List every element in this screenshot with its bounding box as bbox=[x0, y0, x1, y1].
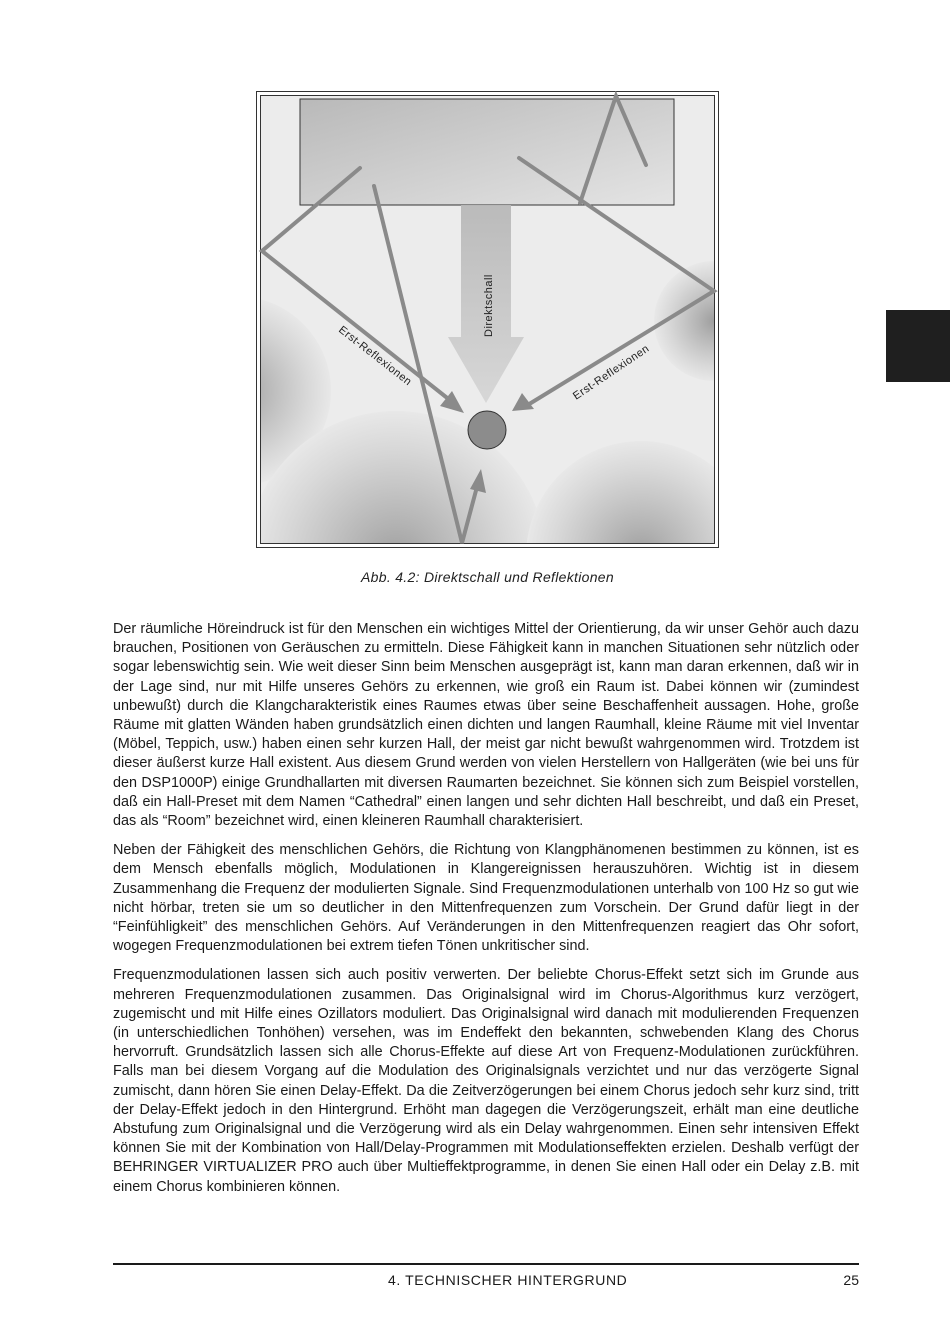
direct-sound-label: Direktschall bbox=[483, 274, 495, 337]
paragraph-1: Der räumliche Höreindruck ist für den Menschen ein wichtiges Mittel der Orientierung, da wir unser Gehör auch dazu brauchen, Positionen von Geräuschen zu ermitteln. Diese Fähigkeit kann in manchen Situationen sehr nützlich oder sogar lebenswichtig sein. Wie weit dieser Sinn beim Menschen ausgeprägt ist, kann man daran erkennen, daß wir in der Lage sind, nur mit Hilfe unseres Gehörs zu erkennen, wie groß ein Raum ist. Dabei können wir (zumindest unbewußt) durch die Klangcharakteristik eines Raumes etwas über seine Beschaffenheit aussagen. Hohe, große Räume mit glatten Wänden haben grundsätzlich einen dichten und langen Raumhall, kleine Räume mit viel Inventar (Möbel, Teppich, usw.) haben einen sehr kurzen Hall, der meist gar nicht bewußt wahrgenommen wird. Trotzdem ist dieser äußerst kurze Hall existent. Aus diesem Grund werden von vielen Herstellern von Hallgeräten (wie bei uns für den DSP1000P) einige Grundhallarten mit diversen Raumarten bezeichnet. Sie können sich zum Beispiel vorstellen, daß ein Hall-Preset mit dem Namen “Cathedral” einen langen und sehr dichten Hall beschreibt, und daß ein Preset, das als “Room” bezeichnet wird, einen kleineren Raumhall charakterisiert. bbox=[113, 621, 859, 830]
paragraph-3: Frequenzmodulationen lassen sich auch positiv verwerten. Der beliebte Chorus-Effekt setzt sich im Grunde aus mehreren Frequenzmodulationen zusammen. Das Originalsignal wird im Chorus-Algorithmus kurz verzögert, zugemischt und mit Hilfe eines Ozillators moduliert. Das Originalsignal wird danach mit modulierenden Frequenzen (in unterschiedlichen Tonhöhen) versehen, was im Endeffekt den bekannten, schwebenden Klang des Chorus hervorruft. Grundsätzlich lassen sich alle Chorus-Effekte auf diese Art von Frequenz-Modulationen zurückführen. Falls man bei diesem Vorgang auf die Modulation des Originalsignals verzichtet und nur das verzögerte Signal zumischt, dann hören Sie einen Delay-Effekt. Da die Zeitverzögerungen bei einem Chorus jedoch sehr kurz sind, tritt der Delay-Effekt jedoch in den Hintergrund. Erhöht man dagegen die Verzögerungszeit, erhält man eine deutliche Abstufung zum Originalsignal und die Verzögerung wird als ein Delay wahrgenommen. Einen sehr intensiven Effekt können Sie mit der Kombination von Hall/Delay-Programmen mit Modulationseffekten erzielen. Deshalb verfügt der BEHRINGER VIRTUALIZER PRO auch über Multieffektprogramme, in denen Sie einen Hall oder ein Delay z.B. mit einem Chorus kombinieren können. bbox=[113, 967, 859, 1195]
reflection-label-right: Erst-Reflexionen bbox=[570, 342, 652, 403]
room-reflection-figure bbox=[256, 91, 719, 548]
footer-rule bbox=[113, 1263, 859, 1265]
paragraph-2: Neben der Fähigkeit des menschlichen Gehörs, die Richtung von Klangphänomenen bestimmen zu können, ist es dem Mensch ebenfalls möglich, Modulationen in Klangereignissen herauszuhören. Wichtig ist in diesem Zusammenhang die Frequenz der modulierten Signale. Sind Frequenzmodulationen unterhalb von 100 Hz so gut wie nicht hörbar, treten sie um so deutlicher in den Mittenfrequenzen zum Vorschein. Der Grund dafür liegt in der “Feinfühligkeit” des menschlichen Gehörs. Auf Veränderungen in den Mittenfrequenzen reagiert das Ohr sofort, wogegen Frequenzmodulationen bei extrem tiefen Tönen unkritischer sind. bbox=[113, 842, 859, 955]
figure-caption: Abb. 4.2: Direktschall und Reflektionen bbox=[361, 569, 614, 585]
reflection-label-left: Erst-Reflexionen bbox=[336, 323, 414, 389]
footer-section-title: 4. TECHNISCHER HINTERGRUND bbox=[388, 1272, 628, 1288]
body-text bbox=[113, 620, 859, 1207]
page-number: 25 bbox=[843, 1272, 859, 1288]
speaker-wall bbox=[300, 99, 674, 205]
listener-dot bbox=[468, 411, 506, 449]
chapter-tab-marker bbox=[886, 310, 950, 382]
